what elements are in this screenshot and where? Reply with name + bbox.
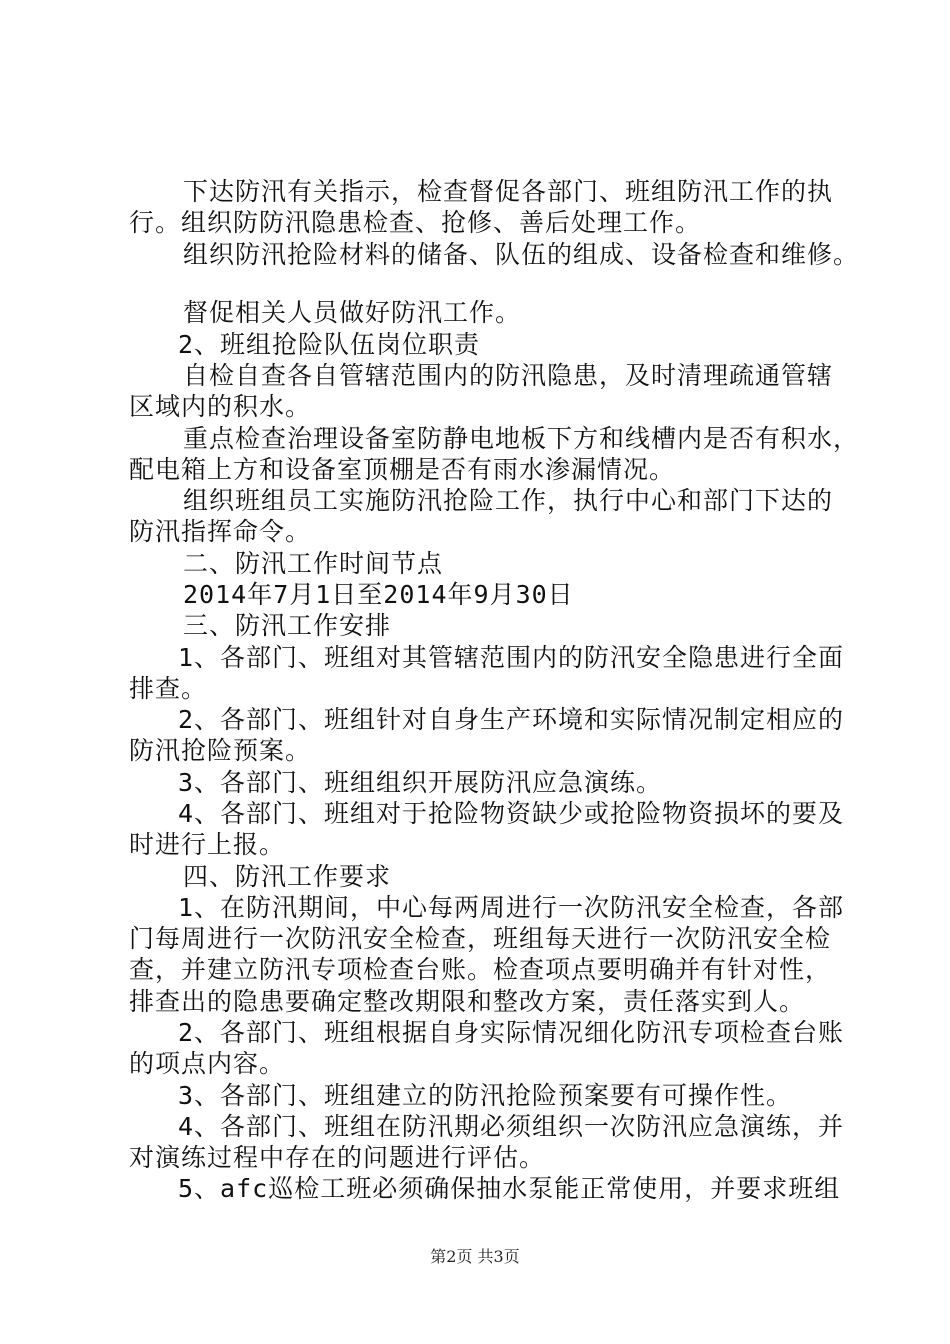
text-line-7: 区域内的积水。: [129, 392, 312, 421]
text-line-9: 配电箱上方和设备室顶棚是否有雨水渗漏情况。: [129, 455, 676, 484]
text-line-2: 行。组织防防汛隐患检查、抢修、善后处理工作。: [129, 208, 702, 237]
text-line-25: 查，并建立防汛专项检查台账。检查项点要明确并有针对性，: [129, 955, 832, 984]
text-line-32: 5、afc巡检工班必须确保抽水泵能正常使用，并要求班组: [178, 1174, 841, 1203]
text-line-20: 4、各部门、班组对于抢险物资缺少或抢险物资损坏的要及: [178, 799, 845, 828]
text-line-8: 重点检查治理设备室防静电地板下方和线槽内是否有积水，: [183, 424, 860, 453]
text-line-11: 防汛指挥命令。: [129, 517, 312, 546]
text-line-24: 门每周进行一次防汛安全检查，班组每天进行一次防汛安全检: [129, 924, 832, 953]
text-line-16: 排查。: [129, 674, 208, 703]
text-line-1: 下达防汛有关指示，检查督促各部门、班组防汛工作的执: [183, 177, 834, 206]
text-line-28: 的项点内容。: [129, 1049, 286, 1078]
text-line-23: 1、在防汛期间，中心每两周进行一次防汛安全检查，各部: [178, 893, 845, 922]
section-heading-arrangements: 三、防汛工作安排: [183, 611, 392, 640]
text-date-range: 2014年7月1日至2014年9月30日: [183, 580, 574, 609]
text-line-31: 对演练过程中存在的问题进行评估。: [129, 1143, 546, 1172]
text-line-29: 3、各部门、班组建立的防汛抢险预案要有可操作性。: [178, 1081, 793, 1110]
text-line-6: 自检自查各自管辖范围内的防汛隐患，及时清理疏通管辖: [183, 361, 834, 390]
section-heading-time-nodes: 二、防汛工作时间节点: [183, 549, 444, 578]
text-line-30: 4、各部门、班组在防汛期必须组织一次防汛应急演练，并: [178, 1112, 845, 1141]
page-number-footer: 第2页 共3页: [430, 1247, 520, 1266]
section-heading-squad-duties: 2、班组抢险队伍岗位职责: [178, 330, 481, 359]
text-line-15: 1、各部门、班组对其管辖范围内的防汛安全隐患进行全面: [178, 643, 845, 672]
text-line-21: 时进行上报。: [129, 830, 286, 859]
text-line-27: 2、各部门、班组根据自身实际情况细化防汛专项检查台账: [178, 1018, 845, 1047]
text-line-19: 3、各部门、班组组织开展防汛应急演练。: [178, 768, 663, 797]
section-heading-requirements: 四、防汛工作要求: [183, 862, 392, 891]
text-line-17: 2、各部门、班组针对自身生产环境和实际情况制定相应的: [178, 705, 845, 734]
text-line-3: 组织防汛抢险材料的储备、队伍的组成、设备检查和维修。: [183, 240, 860, 269]
text-line-18: 防汛抢险预案。: [129, 736, 312, 765]
text-line-4: 督促相关人员做好防汛工作。: [183, 298, 522, 327]
text-line-10: 组织班组员工实施防汛抢险工作，执行中心和部门下达的: [183, 486, 834, 515]
text-line-26: 排查出的隐患要确定整改期限和整改方案，责任落实到人。: [129, 987, 806, 1016]
